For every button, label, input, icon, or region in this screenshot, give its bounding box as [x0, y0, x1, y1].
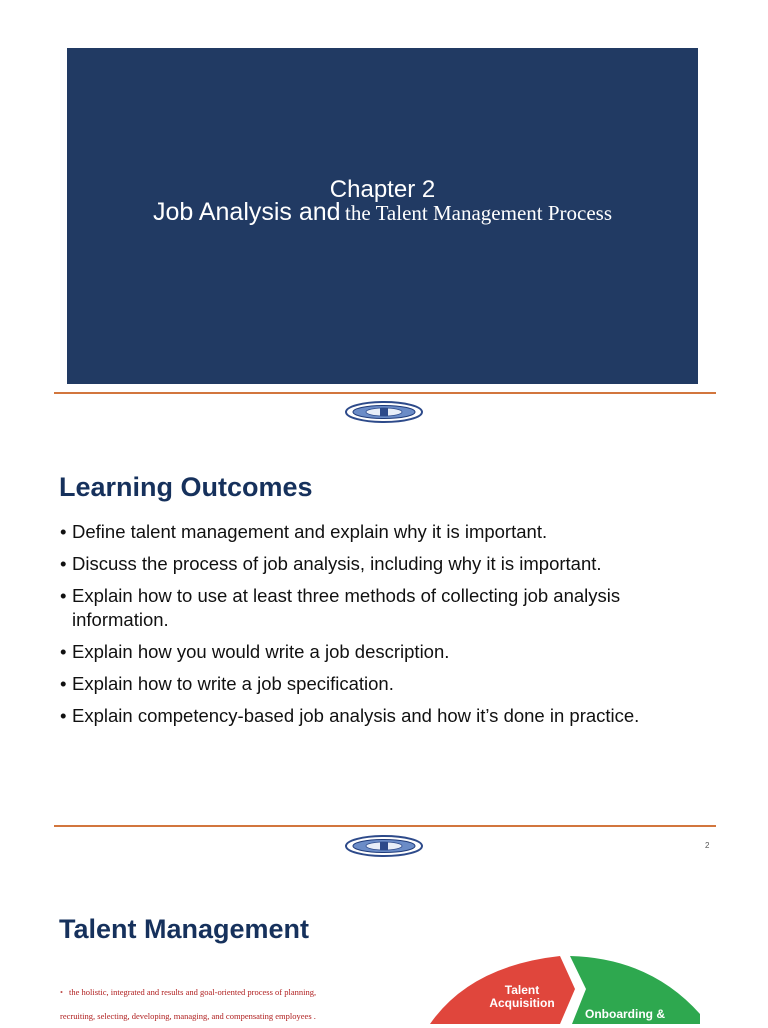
list-item: • Explain how to use at least three methods of collecting job analysis information. — [60, 585, 621, 630]
bullet-icon: • — [60, 673, 67, 694]
definition-text — [60, 980, 380, 1028]
list-item: • Explain how you would write a job description. — [60, 641, 450, 662]
university-logo-icon — [344, 400, 424, 424]
title-slide — [67, 48, 698, 384]
page-number: 2 — [705, 841, 710, 850]
bullet-icon: • — [60, 585, 67, 606]
subtitle-part-2: the Talent Management Process — [345, 201, 613, 225]
list-item: • Explain how to write a job specification. — [60, 673, 394, 694]
bullet-icon: • — [60, 705, 67, 726]
chapter-title: Chapter 2 — [329, 176, 436, 203]
definition-line-2: recruiting, selecting, developing, managing, and compensating employees . — [60, 1011, 316, 1021]
talent-management-heading: Talent Management — [59, 914, 310, 944]
list-item: • Explain competency-based job analysis and how it’s done in practice. — [60, 705, 640, 726]
talent-cycle-diagram — [410, 944, 710, 1024]
learning-outcomes-list — [60, 520, 720, 736]
university-logo-icon — [344, 834, 424, 858]
learning-outcomes-heading: Learning Outcomes — [59, 472, 313, 502]
segment-label-line-1: Talent — [504, 983, 540, 997]
slide-divider-rule — [54, 392, 716, 394]
segment-label-line-2: Acquisition — [489, 996, 555, 1010]
bullet-icon: • — [60, 521, 67, 542]
subtitle-part-1: Job Analysis and — [152, 198, 341, 226]
list-item: • Discuss the process of job analysis, including why it is important. — [60, 553, 602, 574]
slide-divider-rule — [54, 825, 716, 827]
slide-subtitle — [67, 198, 698, 227]
talent-cycle-graphic — [410, 944, 710, 1024]
segment-talent-acquisition — [430, 956, 575, 1024]
bullet-icon: • — [60, 987, 63, 997]
bullet-icon: • — [60, 553, 67, 574]
segment-label-onboarding: Onboarding & — [585, 1007, 665, 1021]
list-item: • Define talent management and explain why it is important. — [60, 521, 548, 542]
bullet-icon: • — [60, 641, 67, 662]
definition-line-1: • the holistic, integrated and results and goal-oriented process of planning, — [60, 987, 317, 997]
